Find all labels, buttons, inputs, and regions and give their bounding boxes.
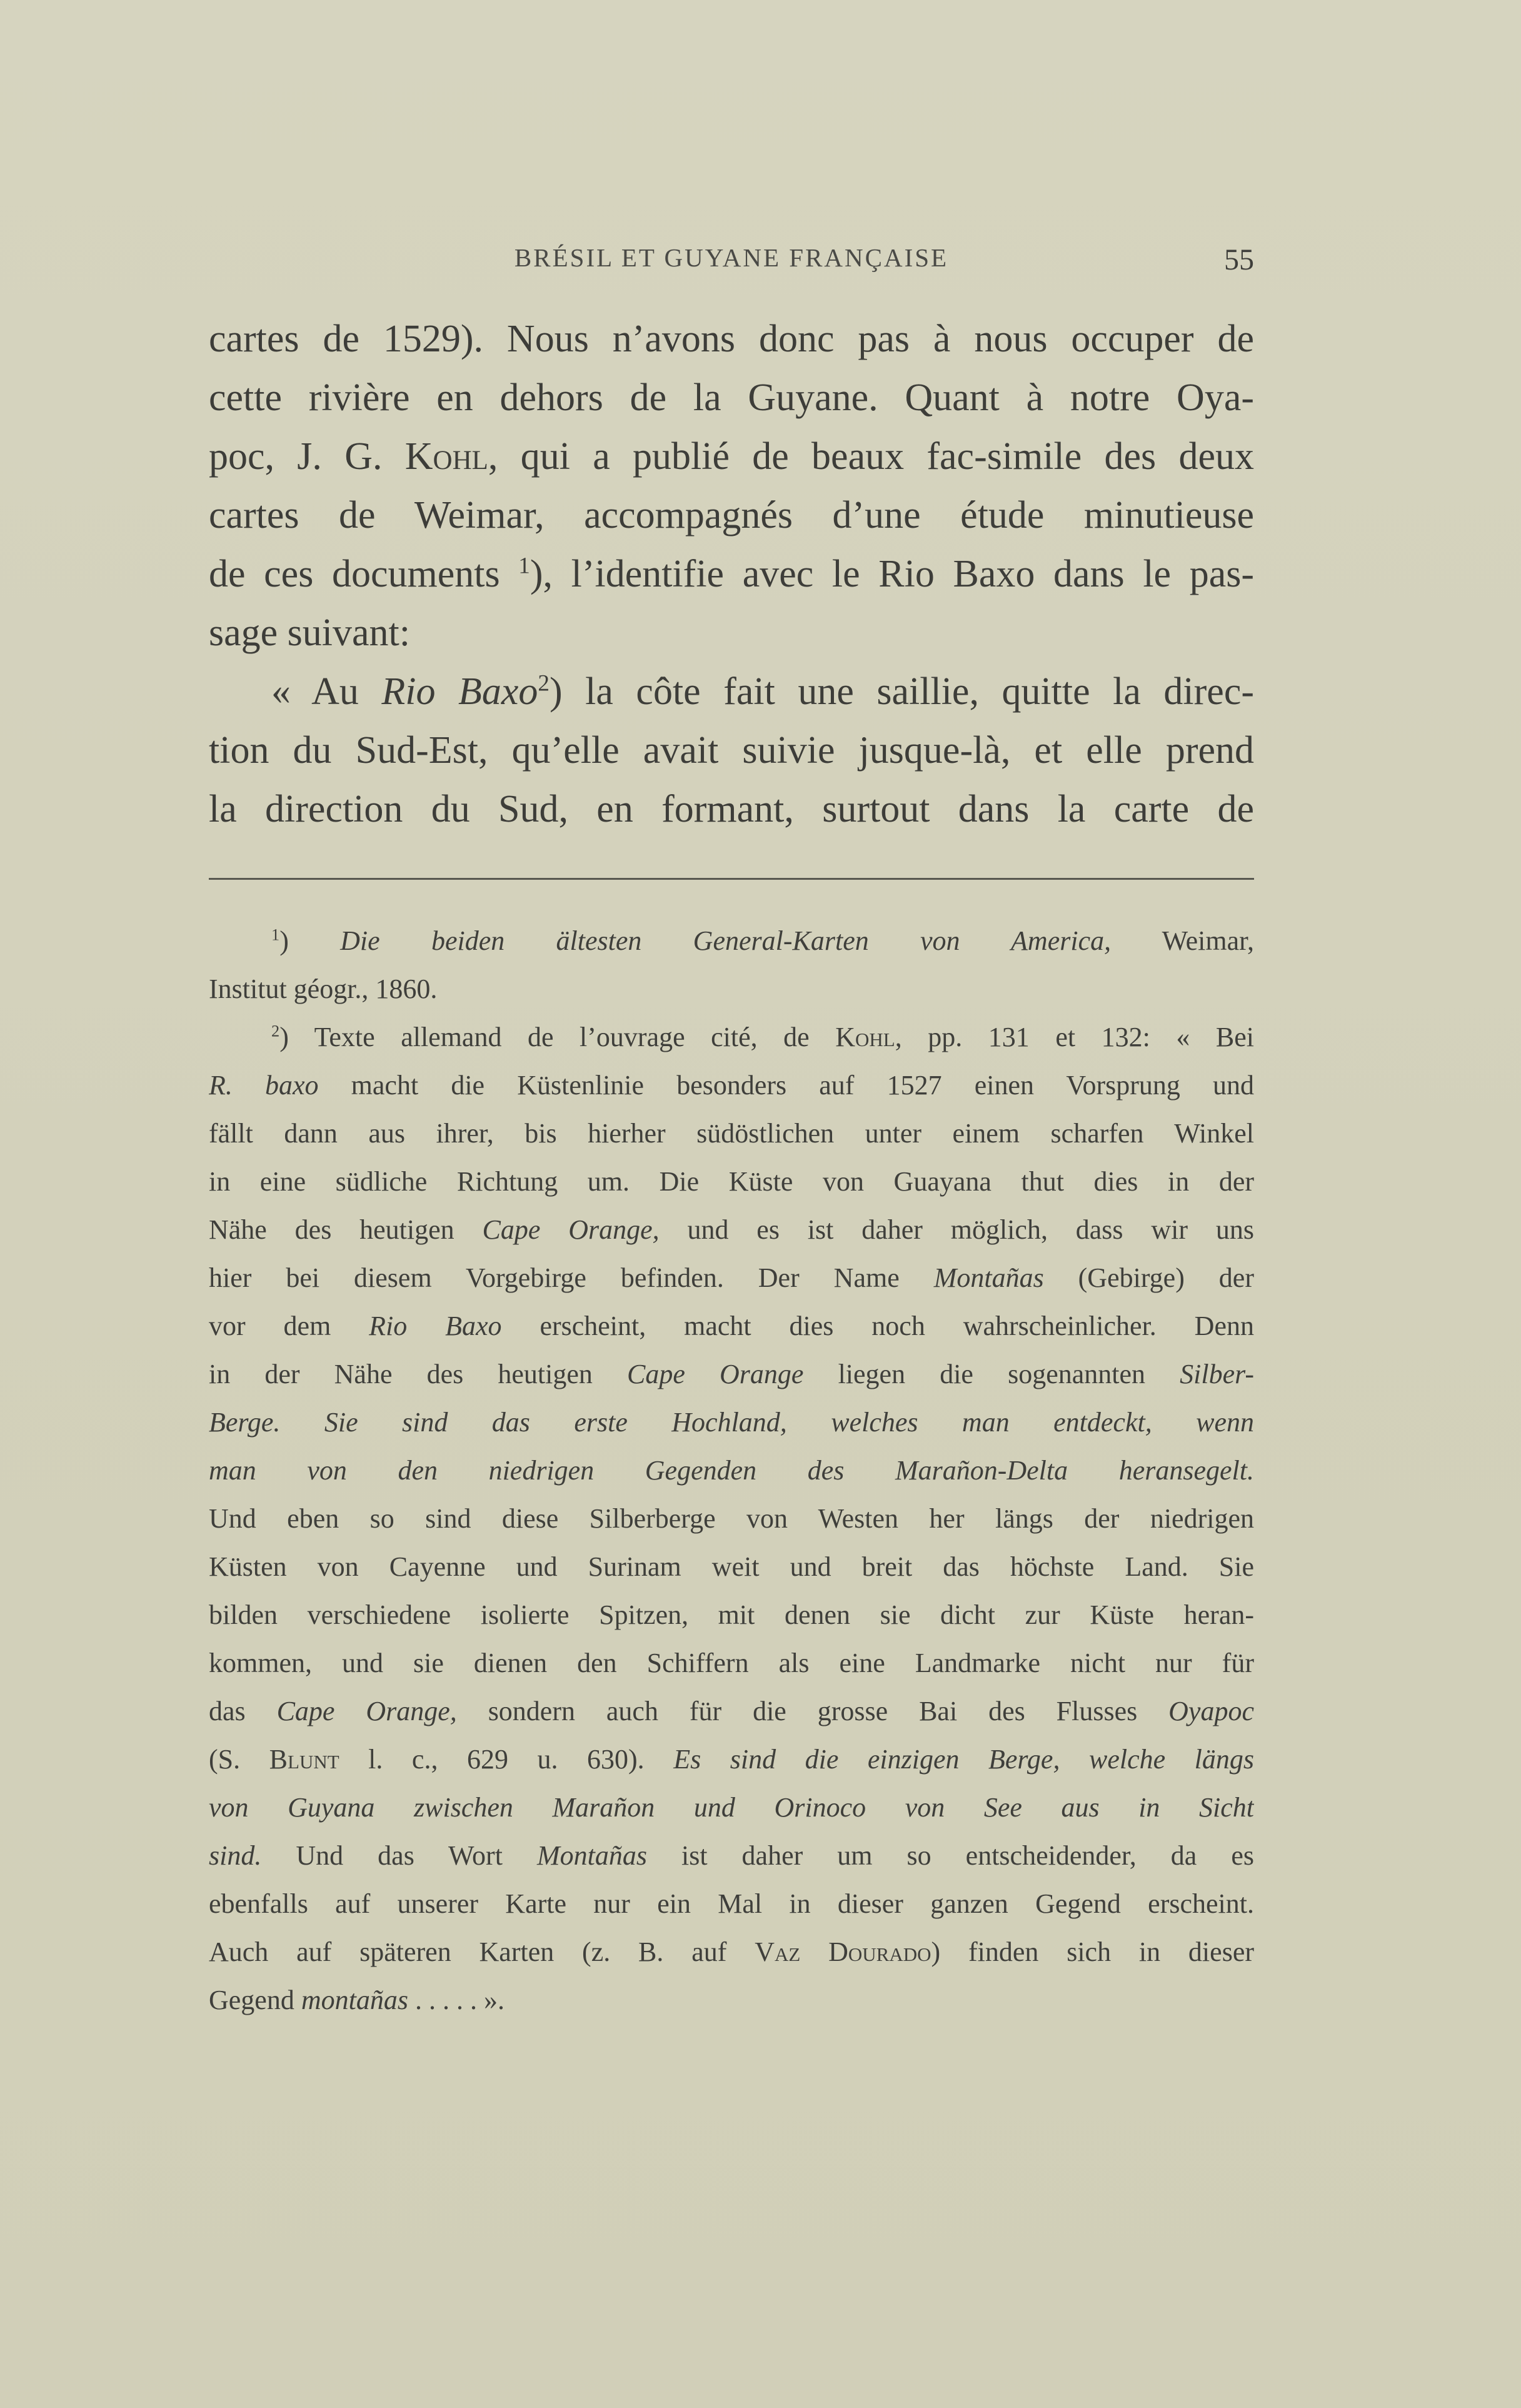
italic-span: Oyapoc: [1168, 1696, 1254, 1726]
text-line: la direction du Sud, en formant, surtout dans la carte de: [209, 788, 1254, 830]
text-span: hier bei diesem Vorgebirge befinden. Der Name: [209, 1262, 934, 1293]
text-span: das: [209, 1696, 277, 1726]
footnote-line: [209, 1206, 1254, 1254]
italic-span: Silber-: [1180, 1359, 1254, 1389]
footnote-line: kommen, und sie dienen den Schiffern als eine Landmarke nicht nur für: [209, 1648, 1254, 1678]
italic-span: sind.: [209, 1840, 262, 1871]
text-span: ), l’identifie avec le Rio Baxo dans le pas-: [530, 553, 1254, 595]
text-span: l. c., 629 u. 630).: [339, 1744, 674, 1775]
text-line: [209, 427, 1254, 486]
footnote-line: [209, 1254, 1254, 1302]
text-span: Nähe des heutigen: [209, 1214, 483, 1245]
footnote-line: man von den niedrigen Gegenden des Marañon-Delta heransegelt.: [209, 1455, 1254, 1486]
italic-span: Es sind die einzigen Berge, welche längs: [673, 1744, 1254, 1775]
footnote-line: [209, 1976, 1254, 2024]
footnote-ref: 1: [518, 553, 530, 579]
text-span: sondern auch für die grosse Bai des Flusses: [456, 1696, 1169, 1726]
page-number: 55: [1224, 243, 1254, 276]
author-name: Vaz Dourado: [755, 1937, 931, 1967]
page-header: [209, 243, 1254, 280]
footnote-divider: [209, 878, 1254, 880]
text-span: (S.: [209, 1744, 269, 1775]
italic-span: Cape Orange,: [276, 1696, 457, 1726]
text-span: ) Texte allemand de l’ouvrage cité, de: [279, 1022, 836, 1052]
footnote-line: [209, 1831, 1254, 1880]
footnote-line: ebenfalls auf unserer Karte nur ein Mal in dieser ganzen Gegend erscheint.: [209, 1888, 1254, 1919]
footnote-line: [209, 1928, 1254, 1976]
text-span: « Au: [271, 670, 382, 713]
footnote-line: [209, 917, 1254, 965]
italic-span: Rio Baxo: [369, 1311, 502, 1341]
italic-span: Montañas: [536, 1840, 647, 1871]
text-span: Gegend: [209, 1985, 301, 2015]
footnote-line: [209, 1350, 1254, 1398]
footnote-line: Institut géogr., 1860.: [209, 974, 438, 1004]
italic-span: Rio Baxo: [381, 670, 538, 713]
text-span: ): [279, 925, 341, 956]
footnote-line: bilden verschiedene isolierte Spitzen, mit denen sie dicht zur Küste heran-: [209, 1599, 1254, 1630]
text-span: vor dem: [209, 1311, 369, 1341]
text-span: Und das Wort: [261, 1840, 537, 1871]
text-line: [209, 662, 1254, 721]
text-span: ist daher um so entscheidender, da es: [646, 1840, 1254, 1871]
footnote-marker: 2: [271, 1021, 280, 1040]
text-line: [209, 545, 1254, 603]
italic-span: Cape Orange,: [482, 1214, 660, 1245]
main-text: [209, 310, 1254, 839]
italic-span: R. baxo: [209, 1070, 319, 1101]
text-line: tion du Sud-Est, qu’elle avait suivie jusque-là, et elle prend: [209, 729, 1254, 772]
footnote-line: von Guyana zwischen Marañon und Orinoco von See aus in Sicht: [209, 1792, 1254, 1823]
author-name: Blunt: [269, 1744, 339, 1775]
footnotes: [209, 917, 1254, 2024]
text-line: sage suivant:: [209, 612, 410, 654]
footnote-line: Küsten von Cayenne und Surinam weit und breit das höchste Land. Sie: [209, 1551, 1254, 1582]
italic-span: montañas: [301, 1985, 408, 2015]
footnote-marker: 1: [271, 925, 280, 944]
text-span: und es ist daher möglich, dass wir uns: [659, 1214, 1254, 1245]
text-span: de ces documents: [209, 553, 519, 595]
footnote-line: [209, 1687, 1254, 1735]
author-name: Kohl: [404, 435, 488, 478]
text-span: , pp. 131 et 132: « Bei: [895, 1022, 1254, 1052]
footnote-line: Berge. Sie sind das erste Hochland, welches man entdeckt, wenn: [209, 1407, 1254, 1438]
text-line: cartes de Weimar, accompagnés d’une étude minutieuse: [209, 494, 1254, 537]
text-span: poc, J. G.: [209, 435, 405, 478]
footnote-ref: 2: [538, 670, 550, 697]
text-span: erscheint, macht dies noch wahrscheinlicher. Denn: [501, 1311, 1254, 1341]
footnote-line: [209, 1302, 1254, 1350]
text-span: in der Nähe des heutigen: [209, 1359, 628, 1389]
text-line: cette rivière en dehors de la Guyane. Quant à notre Oya-: [209, 376, 1254, 419]
text-span: Auch auf späteren Karten (z. B. auf: [209, 1937, 755, 1967]
footnote-line: [209, 1735, 1254, 1783]
footnote-line: Und eben so sind diese Silberberge von Westen her längs der niedrigen: [209, 1503, 1254, 1534]
author-name: Kohl: [835, 1022, 895, 1052]
text-span: (Gebirge) der: [1043, 1262, 1254, 1293]
footnote-line: in eine südliche Richtung um. Die Küste von Guayana thut dies in der: [209, 1166, 1254, 1197]
text-span: ) la côte fait une saillie, quitte la direc-: [550, 670, 1254, 713]
text-span: macht die Küstenlinie besonders auf 1527 einen Vorsprung und: [318, 1070, 1254, 1101]
text-line: cartes de 1529). Nous n’avons donc pas à nous occuper de: [209, 318, 1254, 360]
italic-span: Montañas: [933, 1262, 1044, 1293]
footnote-line: fällt dann aus ihrer, bis hierher südöstlichen unter einem scharfen Winkel: [209, 1118, 1254, 1149]
italic-span: Cape Orange: [627, 1359, 804, 1389]
text-span: Weimar,: [1111, 925, 1254, 956]
text-span: , qui a publié de beaux fac-simile des deux: [488, 435, 1254, 478]
italic-span: Die beiden ältesten General-Karten von America,: [340, 925, 1112, 956]
text-span: . . . . . ».: [408, 1985, 504, 2015]
footnote-line: [209, 1061, 1254, 1109]
running-title: BRÉSIL ET GUYANE FRANÇAISE: [514, 243, 949, 272]
footnote-line: [209, 1013, 1254, 1061]
text-span: ) finden sich in dieser: [931, 1937, 1254, 1967]
text-span: liegen die sogenannten: [803, 1359, 1180, 1389]
